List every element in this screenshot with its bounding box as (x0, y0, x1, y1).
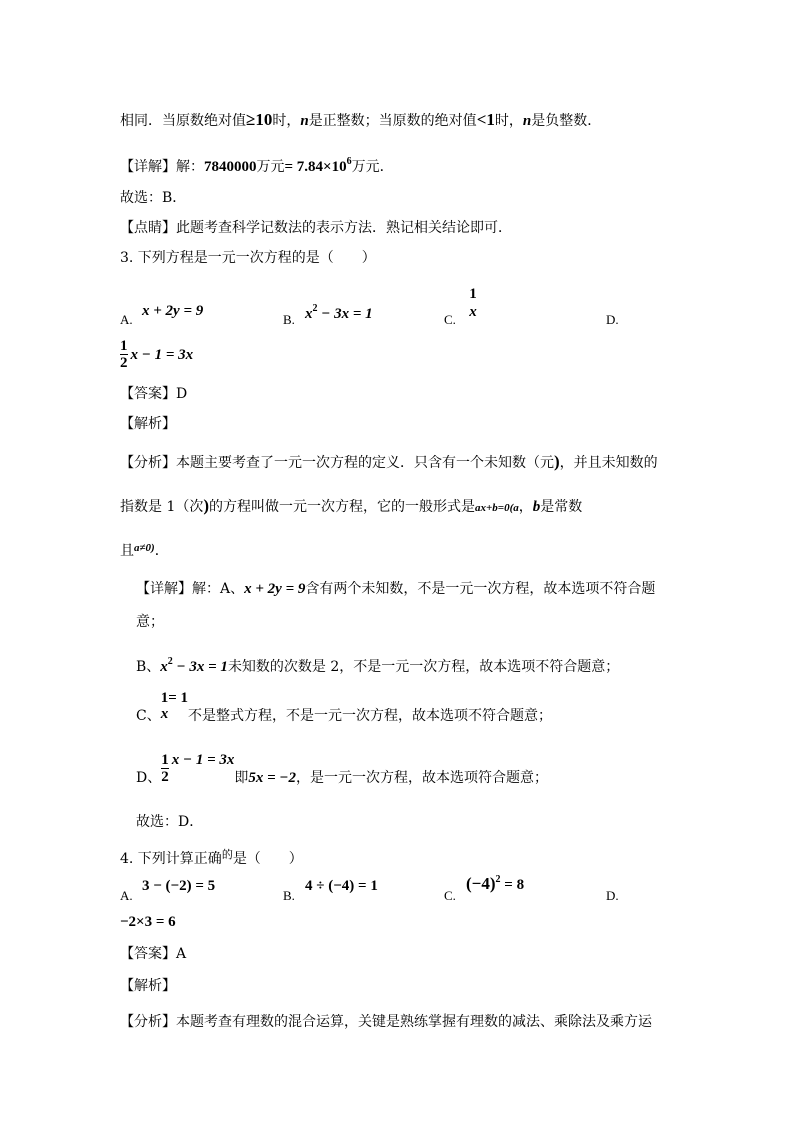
q3-option-c-label: C. (444, 312, 456, 327)
question-3-stem: 3. 下列方程是一元一次方程的是（ ） (120, 250, 376, 266)
q3-detail-c: C、 1 x = 1不是整式方程，不是一元一次方程，故本选项不符合题意； (136, 690, 553, 724)
q3-detail-a-cont: 意； (136, 614, 164, 630)
q3-analysis-line-2: 指数是 1（次)的方程叫做一元一次方程，它的一般形式是ax+b=0(a，b是常数 (120, 496, 583, 515)
q3-option-a-label: A. (120, 312, 133, 327)
q4-option-d-math: −2×3 = 6 (120, 914, 176, 930)
q4-option-c-label: C. (444, 888, 456, 903)
q3-option-d-label: D. (606, 312, 619, 327)
q3-analysis-heading: 【解析】 (120, 416, 176, 432)
q4-option-a-math: 3 − (−2) = 5 (142, 878, 216, 894)
q3-analysis-line-1: 【分析】本题主要考查了一元一次方程的定义．只含有一个未知数（元)，并且未知数的 (120, 452, 658, 471)
q4-option-d-label: D. (606, 888, 619, 903)
q3-answer: 【答案】D (120, 386, 188, 402)
q3-detail-d: D、 $\frac{1}{2}$ x − 1 = 3x即5x = −2，是一元一次方程，故本选项符合题意； (136, 752, 549, 786)
detail-line-1: 【详解】解：7840000万元= $7.84\times 10^6$万元． (120, 156, 394, 175)
q4-analysis-line-1: 【分析】本题考查有理数的混合运算，关键是熟练掌握有理数的减法、乘除法及乘方运 (120, 1014, 652, 1030)
choose-line-1: 故选：B． (120, 190, 187, 206)
q3-option-c-math: 1 x (469, 286, 477, 320)
q3-analysis-line-3: 且$^{a\ne 0)}$． (120, 542, 169, 559)
q4-option-b-math: 4 ÷ (−4) = 1 (305, 878, 378, 894)
q3-option-b-label: B. (283, 312, 295, 327)
q4-option-b-label: B. (283, 888, 295, 903)
q3-option-d-math: $\frac{1}{2}$ x − 1 = 3x (120, 338, 194, 371)
q3-choose: 故选：D． (136, 814, 204, 830)
q3-detail-a: 【详解】解：A、x + 2y = 9含有两个未知数，不是一元一次方程，故本选项不符合题 (136, 581, 656, 597)
q4-option-a-label: A. (120, 888, 133, 903)
q4-option-c-math: $(-4)^2 = 8$ (466, 874, 525, 893)
q3-option-b-math: $x^2 - 3x = 1$ (305, 303, 373, 322)
q3-option-a-math: x + 2y = 9 (142, 303, 204, 319)
intro-line: 相同．当原数绝对值≥10时，n是正整数；当原数的绝对值<1时，n是负整数． (120, 110, 602, 129)
comment-line-1: 【点睛】此题考查科学记数法的表示方法．熟记相关结论即可． (120, 220, 512, 236)
question-4-stem: 4. 下列计算正确$^的$是（ ） (120, 848, 303, 867)
q3-detail-b: B、$x^2 - 3x = 1$未知数的次数是 2，不是一元一次方程，故本选项不符合题意； (136, 656, 620, 675)
q4-analysis-heading: 【解析】 (120, 978, 176, 994)
q4-answer: 【答案】A (120, 946, 187, 962)
